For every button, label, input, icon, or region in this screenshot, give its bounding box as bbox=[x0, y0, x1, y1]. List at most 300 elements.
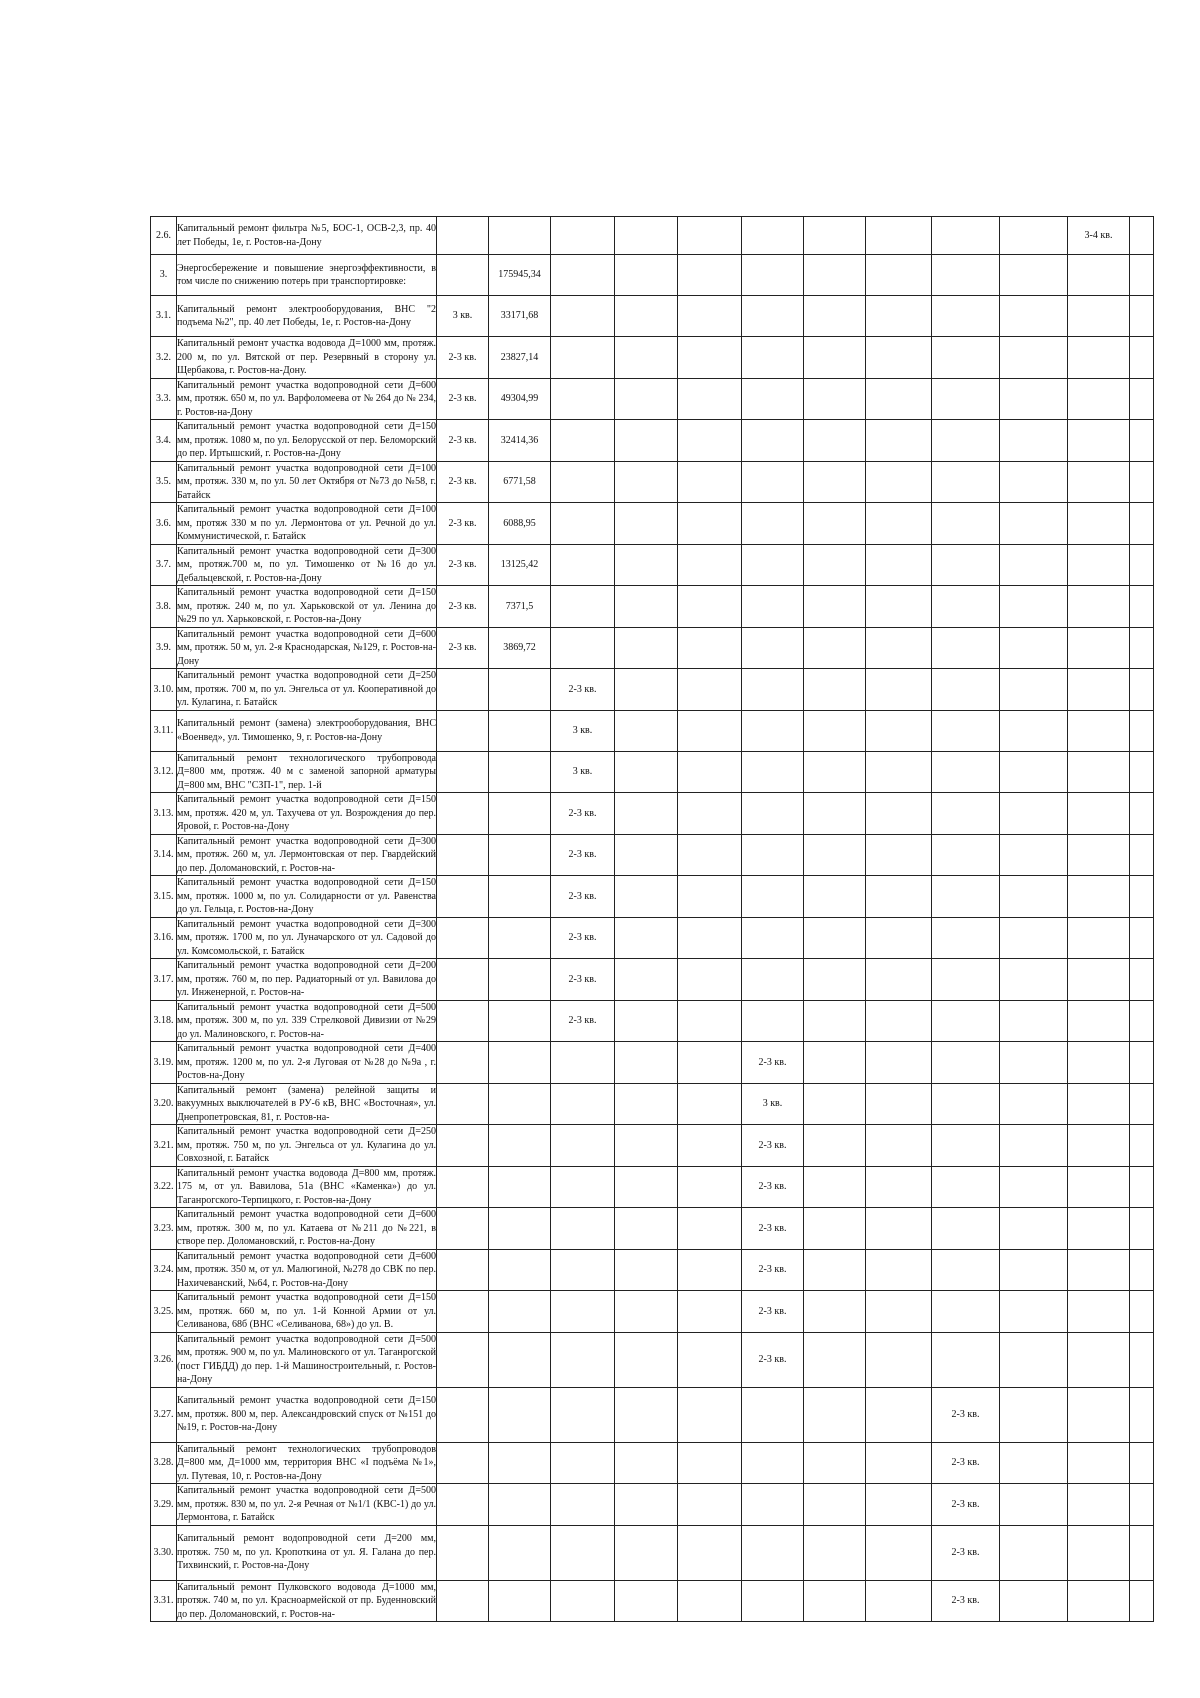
empty-cell bbox=[1000, 1042, 1068, 1084]
work-description: Капитальный ремонт участка водопроводной сети Д=200 мм, протяж. 760 м, по пер. Радиаторный от ул. Вавилова до ул. Инженерной, г. Ростов-на- bbox=[177, 960, 436, 998]
empty-cell bbox=[742, 876, 804, 918]
empty-cell bbox=[932, 503, 1000, 545]
work-description: Капитальный ремонт участка водопроводной сети Д=250 мм, протяж. 750 м, по ул. Энгельса от ул. Кулагина до ул. Совхозной, г. Батайск bbox=[177, 1126, 436, 1164]
empty-cell bbox=[678, 1442, 742, 1484]
empty-cell bbox=[489, 1208, 551, 1250]
empty-cell bbox=[866, 255, 932, 296]
empty-cell bbox=[678, 1125, 742, 1167]
empty-cell bbox=[932, 751, 1000, 793]
empty-cell bbox=[551, 420, 615, 462]
empty-cell bbox=[437, 255, 489, 296]
empty-cell bbox=[437, 1166, 489, 1208]
empty-cell bbox=[1000, 669, 1068, 711]
empty-cell bbox=[1130, 959, 1154, 1001]
empty-cell bbox=[1130, 586, 1154, 628]
empty-cell bbox=[1000, 1525, 1068, 1580]
table-row bbox=[151, 876, 1154, 918]
empty-cell bbox=[551, 1249, 615, 1291]
empty-cell bbox=[551, 296, 615, 337]
empty-cell bbox=[1068, 255, 1130, 296]
row-number: 3.16. bbox=[151, 917, 177, 959]
empty-cell bbox=[551, 1332, 615, 1387]
work-description-cell bbox=[177, 1000, 437, 1042]
empty-cell bbox=[678, 1083, 742, 1125]
empty-cell bbox=[1000, 461, 1068, 503]
empty-cell bbox=[866, 834, 932, 876]
empty-cell bbox=[1068, 337, 1130, 379]
empty-cell bbox=[804, 1525, 866, 1580]
empty-cell bbox=[932, 337, 1000, 379]
empty-cell bbox=[866, 1083, 932, 1125]
empty-cell bbox=[615, 1083, 678, 1125]
work-description-cell bbox=[177, 669, 437, 711]
empty-cell bbox=[551, 255, 615, 296]
empty-cell bbox=[551, 1442, 615, 1484]
empty-cell bbox=[615, 1000, 678, 1042]
row-number: 3.4. bbox=[151, 420, 177, 462]
empty-cell bbox=[437, 751, 489, 793]
empty-cell bbox=[678, 461, 742, 503]
empty-cell bbox=[1068, 1291, 1130, 1333]
empty-cell bbox=[1068, 751, 1130, 793]
work-description: Капитальный ремонт водопроводной сети Д=200 мм, протяж. 750 м, по ул. Кропоткина от ул. Я. Галана до пер. Тихвинский, г. Ростов-на-Дону bbox=[177, 1533, 436, 1572]
row-number: 3.1. bbox=[151, 296, 177, 337]
table-row bbox=[151, 627, 1154, 669]
work-description: Капитальный ремонт (замена) релейной защиты и вакуумных выключателей в РУ-6 кВ, ВНС «Восточная», ул. Днепропетровская, 81, г. Ростов-на- bbox=[177, 1084, 436, 1123]
work-description-cell bbox=[177, 1332, 437, 1387]
row-number: 3. bbox=[151, 255, 177, 296]
quarter-cell: 2-3 кв. bbox=[742, 1332, 804, 1387]
document-page bbox=[150, 216, 1154, 1622]
empty-cell bbox=[866, 296, 932, 337]
quarter-cell: 2-3 кв. bbox=[932, 1387, 1000, 1442]
empty-cell bbox=[1000, 1125, 1068, 1167]
empty-cell bbox=[551, 461, 615, 503]
empty-cell bbox=[1130, 1125, 1154, 1167]
empty-cell bbox=[437, 1484, 489, 1526]
quarter-cell: 2-3 кв. bbox=[551, 917, 615, 959]
empty-cell bbox=[1000, 710, 1068, 751]
empty-cell bbox=[866, 1442, 932, 1484]
empty-cell bbox=[1000, 1332, 1068, 1387]
table-row bbox=[151, 1484, 1154, 1526]
empty-cell bbox=[678, 1525, 742, 1580]
work-description: Капитальный ремонт (замена) электрооборудования, ВНС «Военвед», ул. Тимошенко, 9, г. Ростов-на-Дону bbox=[177, 718, 436, 743]
empty-cell bbox=[866, 1125, 932, 1167]
work-description: Капитальный ремонт участка водопроводной сети Д=150 мм, протяж. 1000 м, по ул. Солидарности от ул. Равенства до ул. Гельца, г. Ростов-на-Дону bbox=[177, 877, 436, 915]
row-number: 3.26. bbox=[151, 1332, 177, 1387]
empty-cell bbox=[615, 1125, 678, 1167]
quarter-cell: 2-3 кв. bbox=[932, 1442, 1000, 1484]
table-row bbox=[151, 793, 1154, 835]
row-number: 3.2. bbox=[151, 337, 177, 379]
work-description: Капитальный ремонт участка водопроводной сети Д=500 мм, протяж. 830 м, по ул. 2-я Речная от №1/1 (КВС-1) до ул. Лермонтова, г. Батайск bbox=[177, 1485, 436, 1523]
empty-cell bbox=[1130, 461, 1154, 503]
empty-cell bbox=[742, 669, 804, 711]
empty-cell bbox=[742, 751, 804, 793]
empty-cell bbox=[1068, 503, 1130, 545]
empty-cell bbox=[1130, 1484, 1154, 1526]
table-row bbox=[151, 1208, 1154, 1250]
empty-cell bbox=[1068, 1166, 1130, 1208]
empty-cell bbox=[678, 544, 742, 586]
work-description-cell bbox=[177, 420, 437, 462]
empty-cell bbox=[437, 1125, 489, 1167]
work-description-cell bbox=[177, 876, 437, 918]
row-number: 3.30. bbox=[151, 1525, 177, 1580]
empty-cell bbox=[1130, 296, 1154, 337]
empty-cell bbox=[1130, 1166, 1154, 1208]
empty-cell bbox=[932, 420, 1000, 462]
empty-cell bbox=[489, 876, 551, 918]
table-row bbox=[151, 1525, 1154, 1580]
quarter-cell: 3-4 кв. bbox=[1068, 217, 1130, 255]
work-description-cell bbox=[177, 1525, 437, 1580]
empty-cell bbox=[437, 1291, 489, 1333]
empty-cell bbox=[932, 917, 1000, 959]
empty-cell bbox=[932, 544, 1000, 586]
work-description-cell bbox=[177, 917, 437, 959]
quarter-cell: 2-3 кв. bbox=[742, 1166, 804, 1208]
row-number: 3.15. bbox=[151, 876, 177, 918]
empty-cell bbox=[678, 378, 742, 420]
empty-cell bbox=[615, 751, 678, 793]
empty-cell bbox=[742, 461, 804, 503]
row-number: 3.3. bbox=[151, 378, 177, 420]
empty-cell bbox=[1068, 1484, 1130, 1526]
empty-cell bbox=[804, 337, 866, 379]
empty-cell bbox=[742, 959, 804, 1001]
empty-cell bbox=[866, 461, 932, 503]
empty-cell bbox=[866, 669, 932, 711]
empty-cell bbox=[932, 586, 1000, 628]
empty-cell bbox=[551, 337, 615, 379]
row-number: 3.5. bbox=[151, 461, 177, 503]
empty-cell bbox=[678, 793, 742, 835]
empty-cell bbox=[489, 710, 551, 751]
empty-cell bbox=[489, 217, 551, 255]
empty-cell bbox=[437, 793, 489, 835]
empty-cell bbox=[1068, 1042, 1130, 1084]
empty-cell bbox=[1000, 917, 1068, 959]
empty-cell bbox=[437, 1208, 489, 1250]
empty-cell bbox=[932, 1042, 1000, 1084]
empty-cell bbox=[615, 586, 678, 628]
table-row bbox=[151, 1291, 1154, 1333]
row-number: 3.31. bbox=[151, 1580, 177, 1622]
empty-cell bbox=[437, 959, 489, 1001]
empty-cell bbox=[551, 1083, 615, 1125]
empty-cell bbox=[551, 1387, 615, 1442]
empty-cell bbox=[1130, 1083, 1154, 1125]
amount-cell: 49304,99 bbox=[489, 378, 551, 420]
empty-cell bbox=[1068, 1208, 1130, 1250]
empty-cell bbox=[678, 1484, 742, 1526]
empty-cell bbox=[489, 1125, 551, 1167]
empty-cell bbox=[866, 1387, 932, 1442]
empty-cell bbox=[489, 1484, 551, 1526]
empty-cell bbox=[742, 1000, 804, 1042]
empty-cell bbox=[1000, 1442, 1068, 1484]
work-description-cell bbox=[177, 255, 437, 296]
empty-cell bbox=[804, 503, 866, 545]
row-number: 3.29. bbox=[151, 1484, 177, 1526]
row-number: 3.8. bbox=[151, 586, 177, 628]
empty-cell bbox=[615, 1442, 678, 1484]
empty-cell bbox=[1000, 503, 1068, 545]
empty-cell bbox=[1068, 1387, 1130, 1442]
empty-cell bbox=[437, 1525, 489, 1580]
row-number: 3.25. bbox=[151, 1291, 177, 1333]
empty-cell bbox=[804, 1166, 866, 1208]
empty-cell bbox=[551, 1208, 615, 1250]
empty-cell bbox=[742, 1387, 804, 1442]
empty-cell bbox=[551, 1525, 615, 1580]
empty-cell bbox=[1068, 296, 1130, 337]
quarter-cell: 2-3 кв. bbox=[551, 834, 615, 876]
work-description: Капитальный ремонт участка водопроводной сети Д=500 мм, протяж. 300 м, по ул. 339 Стрелковой Дивизии от №29 до ул. Малиновского, г. Ростов-на- bbox=[177, 1001, 436, 1040]
table-row bbox=[151, 1000, 1154, 1042]
row-number: 3.19. bbox=[151, 1042, 177, 1084]
amount-cell: 13125,42 bbox=[489, 544, 551, 586]
work-description-cell bbox=[177, 1442, 437, 1484]
work-description-cell bbox=[177, 1387, 437, 1442]
empty-cell bbox=[1000, 793, 1068, 835]
empty-cell bbox=[804, 627, 866, 669]
empty-cell bbox=[804, 420, 866, 462]
row-number: 3.27. bbox=[151, 1387, 177, 1442]
empty-cell bbox=[932, 461, 1000, 503]
empty-cell bbox=[551, 1580, 615, 1622]
empty-cell bbox=[1130, 751, 1154, 793]
table-row bbox=[151, 420, 1154, 462]
empty-cell bbox=[1068, 378, 1130, 420]
empty-cell bbox=[932, 1249, 1000, 1291]
empty-cell bbox=[1000, 1291, 1068, 1333]
empty-cell bbox=[866, 1000, 932, 1042]
empty-cell bbox=[615, 959, 678, 1001]
empty-cell bbox=[866, 917, 932, 959]
empty-cell bbox=[866, 586, 932, 628]
empty-cell bbox=[1068, 1000, 1130, 1042]
empty-cell bbox=[1130, 1042, 1154, 1084]
empty-cell bbox=[932, 834, 1000, 876]
empty-cell bbox=[678, 255, 742, 296]
quarter-cell: 2-3 кв. bbox=[437, 503, 489, 545]
work-description-cell bbox=[177, 544, 437, 586]
quarter-cell: 2-3 кв. bbox=[437, 586, 489, 628]
empty-cell bbox=[1000, 255, 1068, 296]
table-row bbox=[151, 669, 1154, 711]
quarter-cell: 2-3 кв. bbox=[551, 1000, 615, 1042]
work-description-cell bbox=[177, 1208, 437, 1250]
quarter-cell: 2-3 кв. bbox=[742, 1249, 804, 1291]
row-number: 3.6. bbox=[151, 503, 177, 545]
empty-cell bbox=[678, 834, 742, 876]
empty-cell bbox=[804, 1042, 866, 1084]
empty-cell bbox=[804, 1484, 866, 1526]
empty-cell bbox=[804, 1125, 866, 1167]
empty-cell bbox=[1130, 1291, 1154, 1333]
empty-cell bbox=[615, 1042, 678, 1084]
empty-cell bbox=[1130, 793, 1154, 835]
amount-cell: 6088,95 bbox=[489, 503, 551, 545]
empty-cell bbox=[615, 834, 678, 876]
empty-cell bbox=[742, 544, 804, 586]
empty-cell bbox=[678, 1332, 742, 1387]
work-description: Энергосбережение и повышение энергоэффективности, в том числе по снижению потерь при транспортировке: bbox=[177, 262, 436, 287]
empty-cell bbox=[1130, 834, 1154, 876]
empty-cell bbox=[489, 751, 551, 793]
empty-cell bbox=[615, 1525, 678, 1580]
row-number: 3.12. bbox=[151, 751, 177, 793]
table-row bbox=[151, 378, 1154, 420]
empty-cell bbox=[678, 1580, 742, 1622]
quarter-cell: 2-3 кв. bbox=[551, 876, 615, 918]
empty-cell bbox=[489, 793, 551, 835]
empty-cell bbox=[1130, 337, 1154, 379]
work-description: Капитальный ремонт участка водопроводной сети Д=300 мм, протяж. 1700 м, по ул. Луначарского от ул. Садовой до ул. Комсомольской, г. Батайск bbox=[177, 918, 436, 957]
empty-cell bbox=[1000, 876, 1068, 918]
work-description-cell bbox=[177, 1484, 437, 1526]
work-description: Капитальный ремонт участка водопроводной сети Д=300 мм, протяж.700 м, по ул. Тимошенко от №16 до ул. Дебальцевской, г. Ростов-на-Дону bbox=[177, 545, 436, 584]
work-description-cell bbox=[177, 586, 437, 628]
empty-cell bbox=[1130, 1208, 1154, 1250]
empty-cell bbox=[1068, 420, 1130, 462]
empty-cell bbox=[742, 834, 804, 876]
empty-cell bbox=[742, 793, 804, 835]
row-number: 3.28. bbox=[151, 1442, 177, 1484]
empty-cell bbox=[932, 627, 1000, 669]
empty-cell bbox=[866, 544, 932, 586]
row-number: 3.10. bbox=[151, 669, 177, 711]
empty-cell bbox=[742, 1580, 804, 1622]
empty-cell bbox=[742, 378, 804, 420]
empty-cell bbox=[804, 710, 866, 751]
empty-cell bbox=[489, 1332, 551, 1387]
row-number: 2.6. bbox=[151, 217, 177, 255]
work-description-cell bbox=[177, 1083, 437, 1125]
empty-cell bbox=[615, 420, 678, 462]
empty-cell bbox=[1000, 1166, 1068, 1208]
empty-cell bbox=[1000, 959, 1068, 1001]
work-description: Капитальный ремонт участка водопроводной сети Д=400 мм, протяж. 1200 м, по ул. 2-я Луговая от №28 до №9а , г. Ростов-на-Дону bbox=[177, 1043, 436, 1081]
work-description-cell bbox=[177, 217, 437, 255]
row-number: 3.20. bbox=[151, 1083, 177, 1125]
empty-cell bbox=[804, 1208, 866, 1250]
quarter-cell: 2-3 кв. bbox=[437, 420, 489, 462]
empty-cell bbox=[866, 876, 932, 918]
empty-cell bbox=[866, 503, 932, 545]
empty-cell bbox=[1130, 503, 1154, 545]
empty-cell bbox=[804, 793, 866, 835]
empty-cell bbox=[615, 793, 678, 835]
work-description: Капитальный ремонт участка водопроводной сети Д=100 мм, протяж. 330 м, по ул. 50 лет Октября от №73 до №58, г. Батайск bbox=[177, 462, 436, 501]
amount-cell: 7371,5 bbox=[489, 586, 551, 628]
empty-cell bbox=[678, 876, 742, 918]
empty-cell bbox=[551, 503, 615, 545]
empty-cell bbox=[1130, 544, 1154, 586]
empty-cell bbox=[866, 1332, 932, 1387]
empty-cell bbox=[1130, 627, 1154, 669]
work-description: Капитальный ремонт участка водопроводной сети Д=600 мм, протяж. 300 м, по ул. Катаева от №211 до №221, в створе пер. Доломановский, г. Ростов-на-Дону bbox=[177, 1209, 436, 1247]
empty-cell bbox=[742, 217, 804, 255]
empty-cell bbox=[866, 1166, 932, 1208]
quarter-cell: 3 кв. bbox=[551, 710, 615, 751]
table-row bbox=[151, 255, 1154, 296]
work-description: Капитальный ремонт участка водопроводной сети Д=600 мм, протяж. 350 м, от ул. Малюгиной, №278 до СВК по пер. Нахичеванский, №64, г. Ростов-на-Дону bbox=[177, 1250, 436, 1289]
empty-cell bbox=[1000, 337, 1068, 379]
amount-cell: 175945,34 bbox=[489, 255, 551, 296]
empty-cell bbox=[678, 1042, 742, 1084]
row-number: 3.7. bbox=[151, 544, 177, 586]
empty-cell bbox=[437, 1442, 489, 1484]
empty-cell bbox=[437, 217, 489, 255]
empty-cell bbox=[437, 710, 489, 751]
empty-cell bbox=[615, 917, 678, 959]
work-description-cell bbox=[177, 337, 437, 379]
empty-cell bbox=[932, 1166, 1000, 1208]
empty-cell bbox=[678, 751, 742, 793]
empty-cell bbox=[489, 917, 551, 959]
empty-cell bbox=[932, 1291, 1000, 1333]
work-description: Капитальный ремонт участка водопроводной сети Д=300 мм, протяж. 260 м, ул. Лермонтовская от пер. Гвардейский до пер. Доломановский, г. Ростов-на- bbox=[177, 835, 436, 874]
table-row bbox=[151, 586, 1154, 628]
empty-cell bbox=[678, 710, 742, 751]
empty-cell bbox=[804, 876, 866, 918]
empty-cell bbox=[551, 1166, 615, 1208]
empty-cell bbox=[551, 217, 615, 255]
empty-cell bbox=[932, 1332, 1000, 1387]
work-description-cell bbox=[177, 1166, 437, 1208]
empty-cell bbox=[1130, 1332, 1154, 1387]
empty-cell bbox=[615, 296, 678, 337]
empty-cell bbox=[804, 1000, 866, 1042]
empty-cell bbox=[1000, 627, 1068, 669]
empty-cell bbox=[1068, 1249, 1130, 1291]
row-number: 3.17. bbox=[151, 959, 177, 1001]
empty-cell bbox=[1130, 1580, 1154, 1622]
table-row bbox=[151, 1249, 1154, 1291]
row-number: 3.18. bbox=[151, 1000, 177, 1042]
empty-cell bbox=[615, 1580, 678, 1622]
empty-cell bbox=[615, 669, 678, 711]
table-row bbox=[151, 1332, 1154, 1387]
empty-cell bbox=[932, 296, 1000, 337]
empty-cell bbox=[1068, 1442, 1130, 1484]
empty-cell bbox=[932, 793, 1000, 835]
empty-cell bbox=[742, 1484, 804, 1526]
empty-cell bbox=[866, 420, 932, 462]
empty-cell bbox=[866, 1525, 932, 1580]
work-description: Капитальный ремонт технологического трубопровода Д=800 мм, протяж. 40 м с заменой запорной арматуры Д=800 мм, ВНС "СЗП-1", пер. 1-й bbox=[177, 752, 436, 791]
work-description-cell bbox=[177, 296, 437, 337]
empty-cell bbox=[615, 1332, 678, 1387]
empty-cell bbox=[615, 461, 678, 503]
empty-cell bbox=[489, 1249, 551, 1291]
amount-cell: 6771,58 bbox=[489, 461, 551, 503]
row-number: 3.21. bbox=[151, 1125, 177, 1167]
amount-cell: 3869,72 bbox=[489, 627, 551, 669]
row-number: 3.11. bbox=[151, 710, 177, 751]
empty-cell bbox=[1130, 1442, 1154, 1484]
empty-cell bbox=[1000, 1387, 1068, 1442]
table-row bbox=[151, 1387, 1154, 1442]
empty-cell bbox=[615, 337, 678, 379]
table-row bbox=[151, 751, 1154, 793]
work-description-cell bbox=[177, 1580, 437, 1622]
work-description: Капитальный ремонт Пулковского водовода Д=1000 мм, протяж. 740 м, по ул. Красноармейской от пр. Буденновский до пер. Доломановский, г. Ростов-на- bbox=[177, 1581, 436, 1620]
